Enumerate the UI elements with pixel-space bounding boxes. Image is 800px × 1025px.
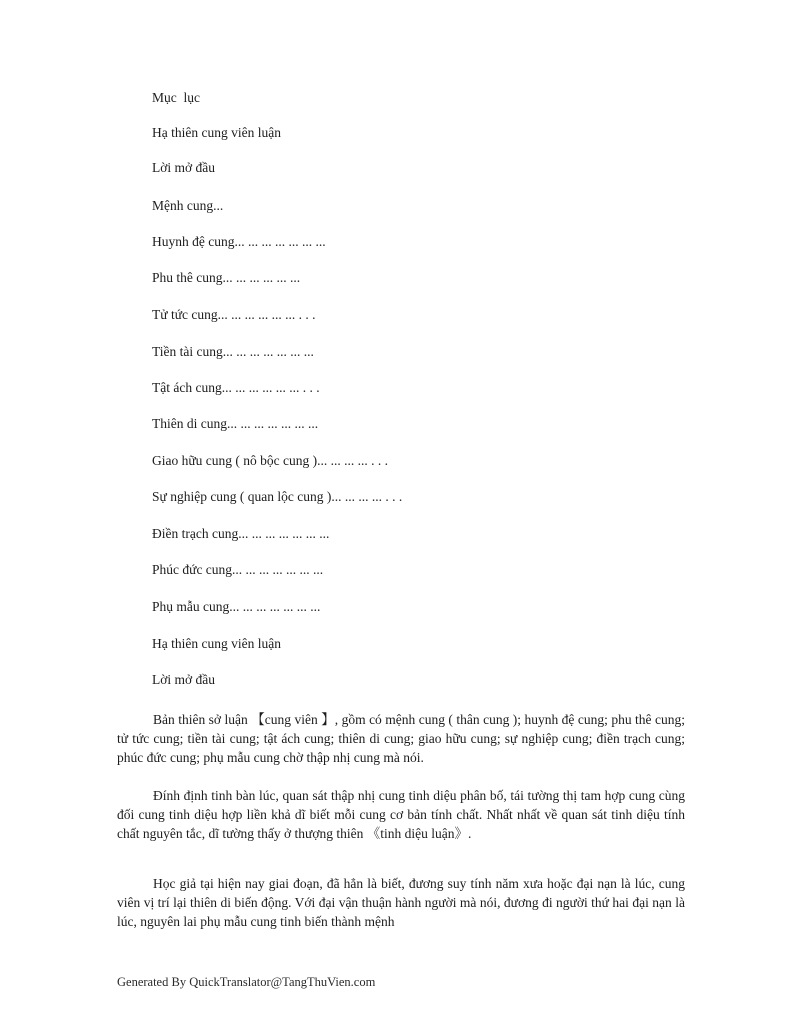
toc-item: Giao hữu cung ( nô bộc cung )... ... ... ... . . . (152, 453, 389, 468)
toc-item: Điền trạch cung... ... ... ... ... ... ... (152, 526, 330, 541)
toc-item: Hạ thiên cung viên luận (152, 125, 281, 140)
toc-item: Hạ thiên cung viên luận (152, 636, 281, 651)
toc-item: Mệnh cung... (152, 198, 224, 213)
body-paragraph: Bản thiên sở luận 【cung viên 】, gồm có mệnh cung ( thân cung ); huynh đệ cung; phu thê cung; tử tức cung; tiền tài cung; tật ách cung; thiên di cung; giao hữu cung; sự nghiệp cung; điền trạch cung; phúc đức cung; phụ mẫu cung chờ thập nhị cung mà nói. (117, 712, 685, 765)
toc-item: Phụ mẫu cung... ... ... ... ... ... ... (152, 599, 321, 614)
toc-item: Thiên di cung... ... ... ... ... ... ... (152, 416, 319, 431)
body-paragraph: Đính định tinh bàn lúc, quan sát thập nhị cung tinh diệu phân bố, tái tường thị tam hợp cung cùng đối cung tinh diệu hợp liền khả dĩ biết mỗi cung cơ bản tính chất. Nhất nhất về quan sát tinh diệu tính chất nguyên tắc, dĩ tường thấy ở thượng thiên 《tinh diệu luận》. (117, 788, 685, 841)
toc-item: Tử tức cung... ... ... ... ... ... . . . (152, 307, 316, 322)
toc-item: Tiền tài cung... ... ... ... ... ... ... (152, 344, 314, 359)
toc-item: Lời mở đầu (152, 160, 216, 175)
body-paragraph: Học giả tại hiện nay giai đoạn, đã hẳn là biết, đương suy tính năm xưa hoặc đại nạn là lúc, cung viên vị trí lại thiên di biến động. Với đại vận thuận hành người mà nói, đương đi người thứ hai đại nạn là lúc, nguyên lai phụ mẫu cung tinh biến thành mệnh (117, 876, 685, 929)
toc-item: Phu thê cung... ... ... ... ... ... (152, 270, 301, 285)
toc-item: Huynh đệ cung... ... ... ... ... ... ... (152, 234, 326, 249)
toc-item: Phúc đức cung... ... ... ... ... ... ... (152, 562, 324, 577)
toc-item: Sự nghiệp cung ( quan lộc cung )... ... ... ... . . . (152, 489, 403, 504)
toc-item: Tật ách cung... ... ... ... ... ... . . . (152, 380, 320, 395)
generator-footer: Generated By QuickTranslator@TangThuVien.com (117, 975, 376, 989)
toc-heading: Mục lục (152, 90, 200, 105)
toc-item: Lời mở đầu (152, 672, 216, 687)
